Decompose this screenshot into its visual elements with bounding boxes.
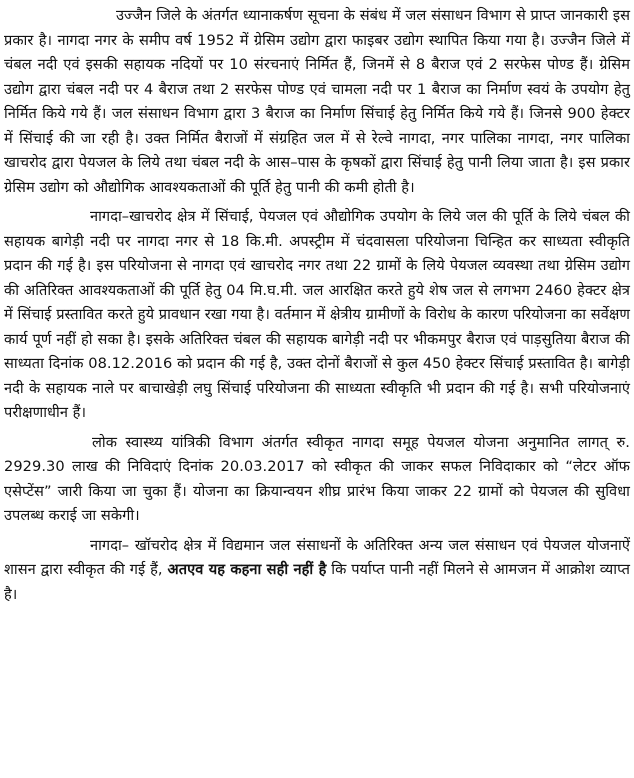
paragraph-drinking-water-scheme: लोक स्वास्थ्य यांत्रिकी विभाग अंतर्गत स्वीकृत नागदा समूह पेयजल योजना अनुमानित लागत् रु. 2929.30 लाख की निविदाएं दिनांक 20.03.2017 को स्वीकृत की जाकर सफल निविदाकार को “लेटर ऑफ एसेप्टेंस” जारी किया जा चुका हैं। योजना का क्रियान्वयन शीघ्र प्रारंभ किया जाकर 22 ग्रामों को पेयजल की सुविधा उपलब्ध कराई जा सकेगी। (4, 433, 630, 524)
paragraph-conclusion (4, 534, 630, 608)
conclusion-text-after: कि पर्याप्त पानी नहीं मिलने से आमजन में आक्रोश व्याप्त है। (4, 561, 630, 603)
conclusion-text-before: नागदा– खॉचरोद क्षेत्र में विद्यमान जल संसाधनों के अतिरिक्त अन्य जल संसाधन एवं पेयजल योजनाऐं शासन द्वारा स्वीकृत की गई हैं, (4, 536, 630, 578)
conclusion-emphasis: अतएव यह कहना सही नहीं है (167, 561, 327, 578)
paragraph-barrages-overview: उज्जैन जिले के अंतर्गत ध्यानाकर्षण सूचना के संबंध में जल संसाधन विभाग से प्राप्त जानकारी इस प्रकार है। नागदा नगर के समीप वर्ष 1952 में ग्रेसिम उद्योग द्वारा फाइबर उद्योग स्थापित किया गया है। उज्जैन जिले में चंबल नदी एवं इसकी सहायक नदियों पर 10 संरचनाएं निर्मित हैं, जिनमें से 8 बैराज एवं 2 सरफेस पोण्ड हैं। ग्रेसिम उद्योग द्वारा चंबल नदी पर 4 बैराज तथा 2 सरफेस पोण्ड एवं चामला नदी पर 1 बैराज का निर्माण स्वयं के उपयोग हेतु निर्मित किये गये हैं। जल संसाधन विभाग द्वारा 3 बैराज का निर्माण सिंचाई हेतु निर्मित किये गये हैं। जिनसे 900 हेक्टर में सिंचाई की जा रही है। उक्त निर्मित बैराजों में संग्रहित जल में से रेल्वे नागदा, नगर पालिका नागदा, नगर पालिका खाचरोद द्वारा पेयजल के लिये तथा चंबल नदी के आस–पास के कृषकों द्वारा सिंचाई हेतु पानी लिया जाता है। इस प्रकार ग्रेसिम उद्योग को औद्योगिक आवश्यकताओं की पूर्ति हेतु पानी की कमी होती है। (4, 7, 631, 196)
paragraph-chandwasla-project: नागदा–खाचरोद क्षेत्र में सिंचाई, पेयजल एवं औद्योगिक उपयोग के लिये जल की पूर्ति के लिये चंबल की सहायक बागेड़ी नदी पर नागदा नगर से 18 कि.मी. अपस्ट्रीम में चंदवासला परियोजना चिन्हित कर साध्यता स्वीकृति प्रदान की गई है। इस परियोजना से नागदा एवं खाचरोद नगर तथा 22 ग्रामों के लिये पेयजल व्यवस्था तथा ग्रेसिम उद्योग की अतिरिक्त आवश्यकताओं की पूर्ति हेतु 04 मि.घ.मी. जल आरक्षित करते हुये शेष जल से लगभग 2460 हेक्टर क्षेत्र में सिंचाई प्रस्तावित करते हुये प्रावधान रखा गया है। वर्तमान में क्षेत्रीय ग्रामीणों के विरोध के कारण परियोजना का सर्वेक्षण कार्य पूर्ण नहीं हो सका है। इसके अतिरिक्त चंबल की सहायक बागेड़ी नदी पर भीकमपुर बैराज एवं पाड़सुतिया बैराज की साध्यता दिनांक 08.12.2016 को प्रदान की गई है, उक्त दोनों बैराजों से कुल 450 हेक्टर सिंचाई प्रस्तावित है। बागेड़ी नदी के सहायक नाले पर बाचाखेड़ी लघु सिंचाई परियोजना की साध्यता स्वीकृति भी प्रदान की गई है। सभी परियोजनाएं परीक्षणाधीन हैं। (4, 208, 630, 421)
